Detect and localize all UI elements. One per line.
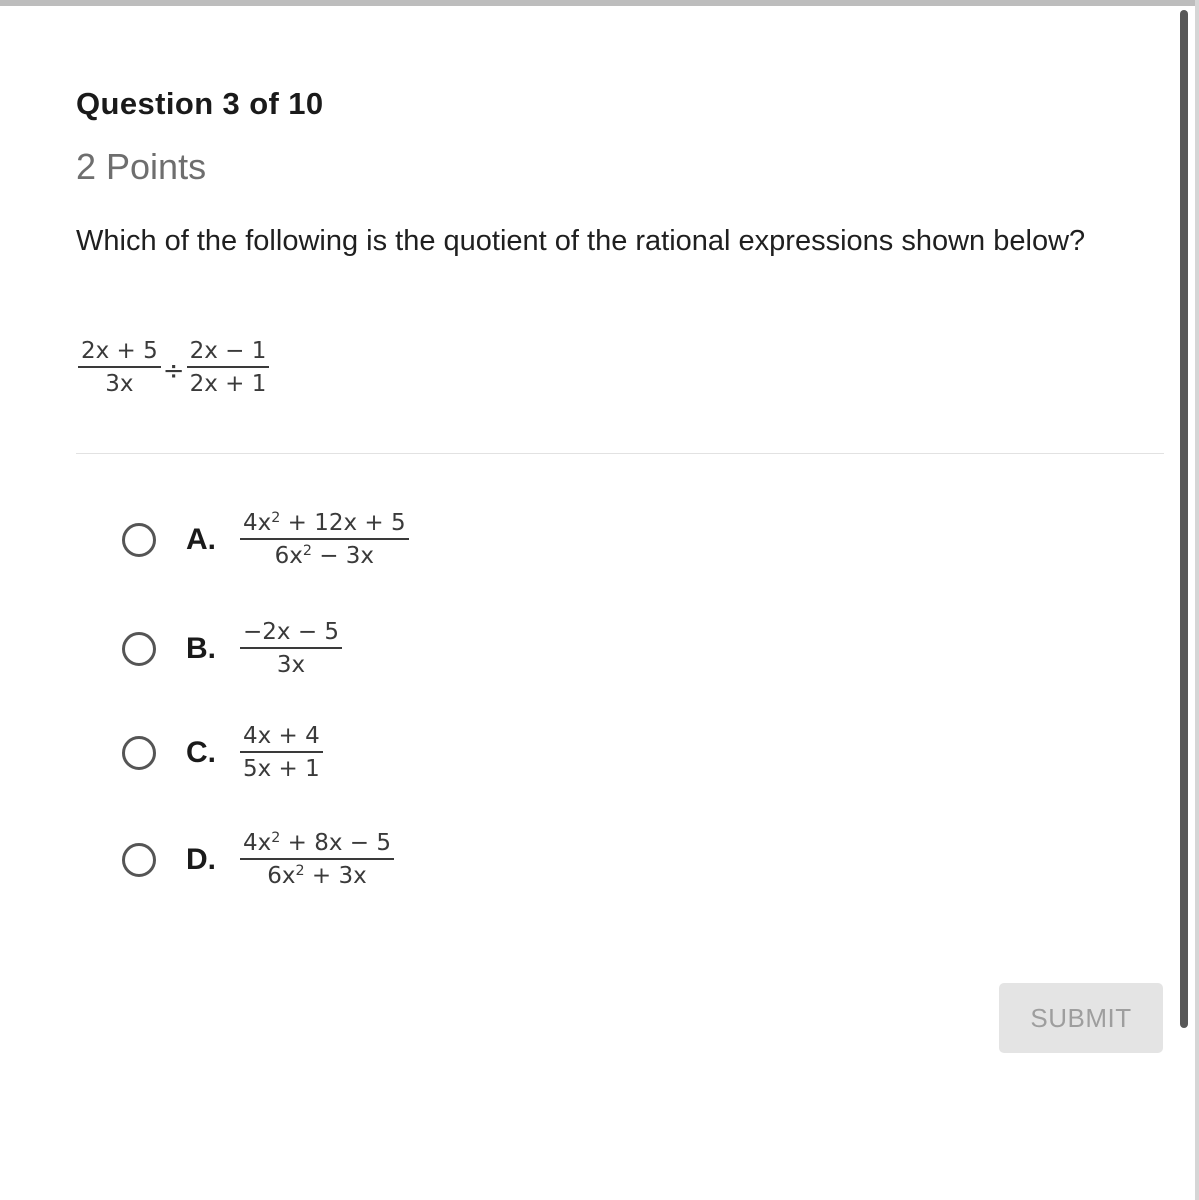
- radio-button-c[interactable]: [122, 736, 156, 770]
- fraction-denominator: $6x^2 - 3x$: [274, 543, 375, 569]
- fraction-numerator: 2x + 5: [81, 338, 158, 364]
- fraction-numerator: 4x + 4: [243, 723, 320, 749]
- fraction-numerator: $4x^2 + 12x + 5$: [243, 510, 406, 536]
- question-text: Which of the following is the quotient of the rational expressions shown below?: [76, 225, 1086, 257]
- radio-button-a[interactable]: [122, 523, 156, 557]
- fraction-numerator: 2x − 1: [189, 338, 267, 364]
- choice-fraction: [240, 830, 394, 889]
- fraction-denominator: 5x + 1: [243, 756, 320, 782]
- scrollbar[interactable]: [1180, 10, 1188, 1028]
- choice-fraction: [240, 510, 409, 569]
- fraction-numerator: $4x^2 + 8x - 5$: [243, 830, 391, 856]
- choice-letter: C.: [186, 735, 216, 769]
- choice-c[interactable]: [122, 723, 323, 782]
- right-fraction: [187, 338, 270, 397]
- division-sign: ÷: [162, 355, 185, 386]
- divider: [76, 453, 1164, 454]
- left-fraction: [78, 338, 161, 397]
- question-number: Question 3 of 10: [76, 86, 324, 121]
- rational-expression: [78, 338, 269, 397]
- top-border: [0, 0, 1199, 6]
- submit-button[interactable]: SUBMIT: [999, 983, 1163, 1053]
- choice-d[interactable]: [122, 830, 394, 889]
- choice-letter: B.: [186, 631, 216, 665]
- choice-fraction: [240, 723, 323, 782]
- choice-b[interactable]: [122, 619, 342, 678]
- window-edge: [1195, 0, 1199, 1200]
- choice-letter: D.: [186, 842, 216, 876]
- fraction-denominator: $6x^2 + 3x$: [267, 863, 367, 889]
- choice-fraction: [240, 619, 342, 678]
- choice-letter: A.: [186, 522, 216, 556]
- radio-button-b[interactable]: [122, 632, 156, 666]
- fraction-denominator: 2x + 1: [189, 371, 267, 397]
- fraction-numerator: −2x − 5: [243, 619, 340, 645]
- choice-a[interactable]: [122, 510, 409, 569]
- points-label: 2 Points: [76, 146, 207, 187]
- fraction-denominator: 3x: [276, 652, 306, 678]
- radio-button-d[interactable]: [122, 843, 156, 877]
- fraction-denominator: 3x: [105, 371, 134, 397]
